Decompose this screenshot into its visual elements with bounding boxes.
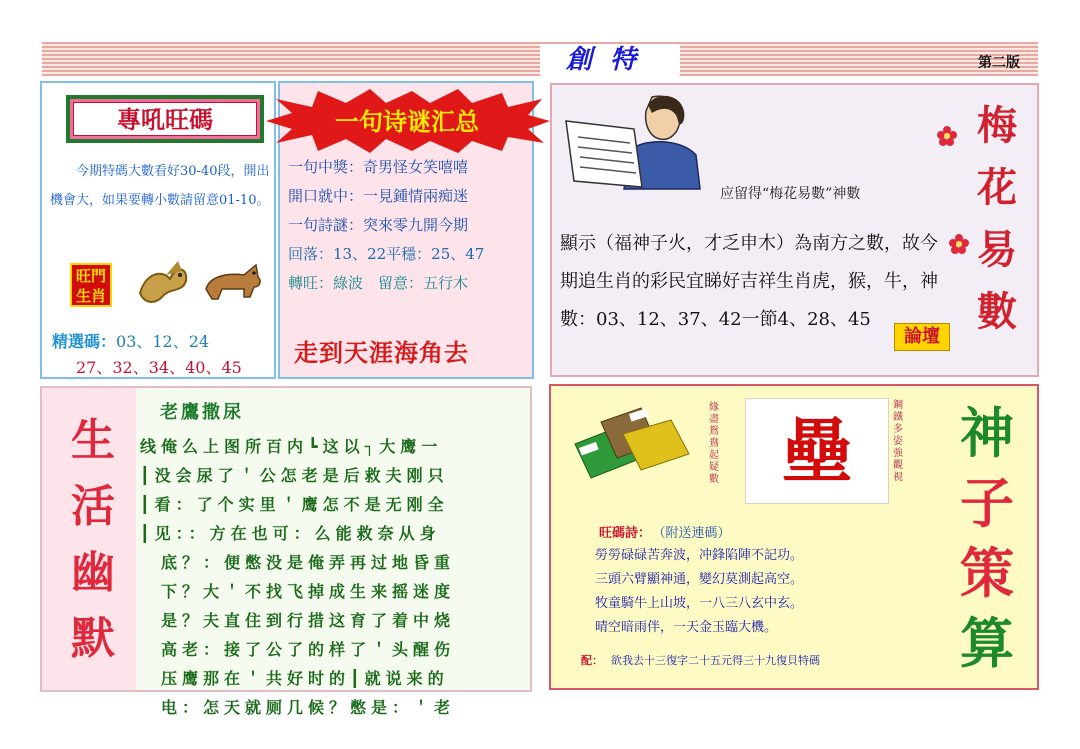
riddle-lines [288, 153, 532, 298]
edition-label: 第二版 [978, 55, 1020, 71]
poem-note: （附送連碼） [659, 526, 731, 541]
story-row: 高老：接了公了的样了＇头醒伤 [140, 640, 456, 659]
vertical-title [68, 408, 118, 672]
picks-line-1: 03、12、24 [116, 332, 210, 351]
forecast-body: 顯示（福神子火，才乏申木）為南方之數，故今期追生肖的彩民宜睇好吉祥生肖虎，猴，牛，神數：03、12、37、42一節4、28、45 [560, 233, 938, 330]
panel-title-frame [66, 95, 264, 143]
riddle-line: 一句詩謎：突來零九開今期 [288, 216, 469, 234]
story-row: ┃看：了个实里＇鹰怎不是无刚全 [140, 495, 449, 514]
masthead-title: 創特 [540, 44, 680, 76]
dragon-icon [132, 253, 194, 309]
newspaper-reader-illustration [560, 91, 708, 191]
poem-line: 勞勞碌碌苦奔波，冲鋒陷陣不記功。 [595, 548, 804, 563]
story-row: 底？：便憋没是俺弄再过地昏重 [140, 553, 456, 572]
vertical-title-char: 幽 [71, 547, 115, 598]
story-row: 电：怎天就厕几候？憋是：＇老 [140, 698, 456, 717]
story-row: 是？夫直住到行措这育了着中烧 [140, 611, 456, 630]
vertical-title-char: 數 [977, 288, 1017, 335]
vertical-title-char: 策 [960, 541, 1014, 605]
story-row: 线俺么上图所百内┗这以┐大鹰一 [140, 437, 443, 456]
vertical-caption-right: 鋼鐵多姿強觀視 [893, 400, 903, 483]
footer-label: 配： [581, 654, 603, 667]
panel-title: 專吼旺碼 [73, 102, 257, 136]
vertical-title-char: 子 [960, 471, 1014, 535]
poem-title: 旺碼詩： [599, 526, 652, 541]
section-heading: 应留得“梅花易數”神數 [720, 186, 861, 202]
poem-line: 晴空暗雨伴，一天金玉臨大機。 [595, 620, 778, 635]
humor-panel [40, 386, 532, 717]
riddle-line: 開口就中：一見鍾情兩痴迷 [288, 187, 469, 205]
humor-side-strip [42, 388, 136, 690]
vertical-caption-left: 緣盡鴛鴦起疑數 [709, 402, 719, 485]
riddle-line: 轉旺：綠波 留意：五行木 [288, 274, 469, 292]
vertical-title [951, 398, 1023, 678]
poem-heading [599, 522, 731, 541]
poem-lines [595, 544, 803, 640]
special-code-panel [40, 81, 276, 379]
story-title: 老鷹撒尿 [160, 402, 244, 423]
burst-title: 一句诗谜汇总 [335, 107, 479, 136]
story-text-grid [140, 432, 526, 722]
vertical-title-char: 默 [71, 613, 115, 664]
vertical-title-char: 花 [977, 164, 1017, 211]
vertical-title [969, 95, 1025, 343]
riddle-line: 一句中獎：奇男怪女笑嘻嘻 [288, 158, 469, 176]
selected-numbers [52, 329, 242, 381]
picks-label: 精選碼： [52, 332, 117, 351]
vertical-title-char: 算 [960, 611, 1014, 675]
flower-icon [948, 233, 970, 255]
story-row: 压鹰那在＇共好时的┃就说来的 [140, 669, 449, 688]
plum-blossom-panel [550, 83, 1039, 377]
books-icon [571, 404, 693, 488]
poem-line: 牧童騎牛上山坡，一八三八玄中玄。 [595, 596, 804, 611]
riddle-line: 回落：13、22平穩：25、47 [288, 245, 485, 263]
center-character: 壘 [745, 398, 889, 504]
footer-text: 欲我去十三復字二十五元得三十九復貝特碼 [611, 654, 820, 667]
forum-tag: 論壇 [894, 323, 950, 351]
vertical-title-char: 活 [71, 481, 115, 532]
flower-icon [936, 125, 958, 147]
vertical-title-char: 易 [977, 226, 1017, 273]
burst-banner [262, 89, 552, 153]
zodiac-badge: 旺門生肖 [70, 263, 112, 307]
forecast-text: 今期特碼大數看好30-40段，開出機會大，如果要轉小數請留意01-10。 [50, 164, 270, 208]
picks-line-2: 27、32、34、40、45 [76, 358, 242, 377]
divine-calculation-panel [549, 384, 1039, 690]
slogan: 走到天涯海角去 [294, 338, 469, 367]
story-row: ┃见：：方在也可：么能救奈从身 [140, 524, 441, 543]
dog-icon [200, 257, 266, 305]
vertical-title-char: 梅 [977, 102, 1017, 149]
vertical-title-char: 生 [71, 415, 115, 466]
footer-note [581, 652, 820, 668]
poem-line: 三頭六臂顯神通，變幻莫測起高空。 [595, 572, 804, 587]
vertical-title-char: 神 [960, 401, 1014, 465]
story-row: 下？大＇不找飞掉成生来摇迷度 [140, 582, 456, 601]
story-row: ┃没会尿了＇公怎老是后救夫刚只 [140, 466, 449, 485]
